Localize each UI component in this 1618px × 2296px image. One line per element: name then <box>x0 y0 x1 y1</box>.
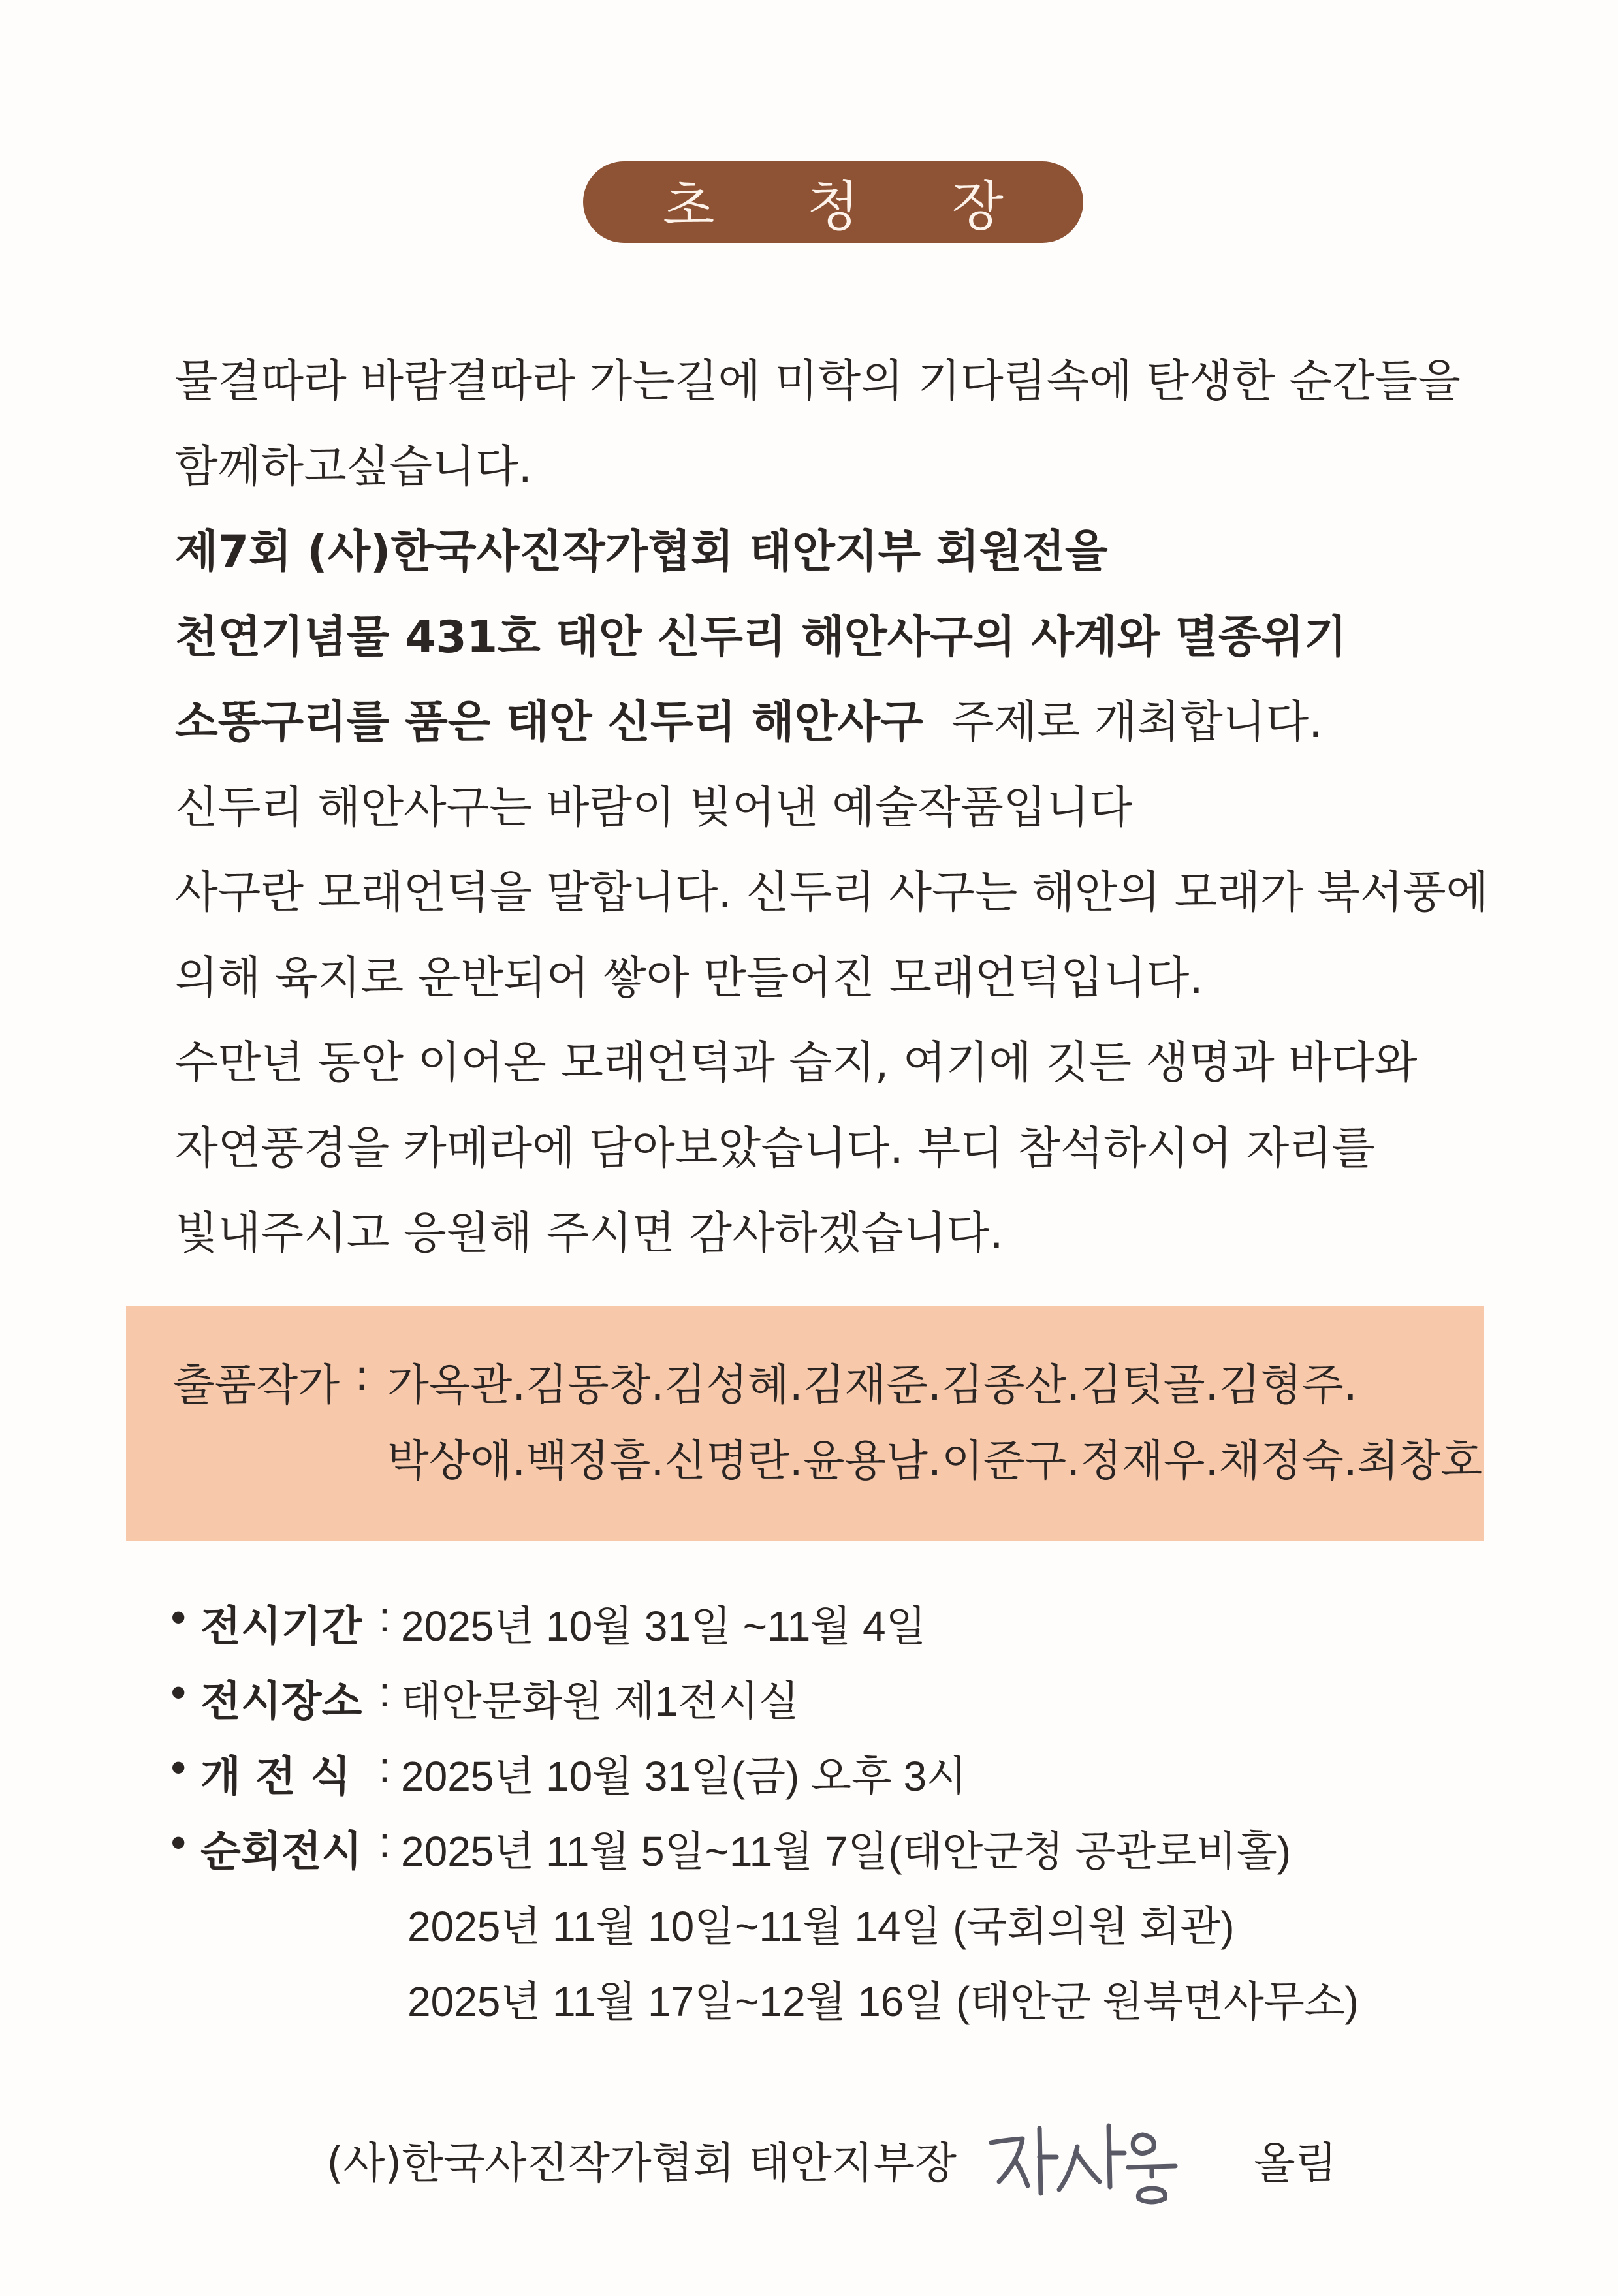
bullet: • <box>171 1819 186 1866</box>
body-line-text: 의해 육지로 운반되어 쌓아 만들어진 모래언덕입니다. <box>175 952 1203 1004</box>
info-row-venue <box>171 1668 1477 1743</box>
invitation-title: 초 청 장 <box>583 161 1083 243</box>
body-line <box>175 425 1546 511</box>
venue-value: 태안문화원 제1전시실 <box>401 1678 799 1725</box>
body-line <box>175 1021 1546 1107</box>
bullet: • <box>171 1594 186 1641</box>
info-row-tour-cont <box>171 1968 1477 2043</box>
footer-org: (사)한국사진작가협회 태안지부장 <box>326 2138 957 2188</box>
body-line <box>175 339 1546 425</box>
body-line-text: 함께하고싶습니다. <box>175 441 533 493</box>
info-row-opening <box>171 1743 1477 1818</box>
body-line-text: 수만년 동안 이어온 모래언덕과 습지, 여기에 깃든 생명과 바다와 <box>175 1037 1418 1089</box>
tour-label: 순회전시 <box>200 1828 362 1876</box>
colon: : <box>379 1594 390 1641</box>
tour-value-2: 2025년 11월 10일~11월 14일 (국회의원 회관) <box>407 1903 1235 1950</box>
artists-box <box>126 1306 1484 1541</box>
colon: : <box>379 1744 390 1791</box>
artists-list-line-1: 가옥관.김동창.김성혜.김재준.김종산.김텃골.김형주. <box>387 1360 1357 1410</box>
exhibition-info <box>171 1593 1477 2043</box>
info-row-period <box>171 1593 1477 1668</box>
body-line-text: 물결따라 바람결따라 가는길에 미학의 기다림속에 탄생한 순간들을 <box>175 356 1461 407</box>
opening-label: 개 전 식 <box>200 1753 351 1801</box>
artists-colon: : <box>355 1350 370 1400</box>
body-line-bold <box>175 595 1546 681</box>
body-line-text-rest: 주제로 개최합니다. <box>923 697 1323 748</box>
opening-value: 2025년 10월 31일(금) 오후 3시 <box>401 1753 967 1800</box>
colon: : <box>379 1819 390 1866</box>
body-line-text: 천연기념물 431호 태안 신두리 해안사구의 사계와 멸종위기 <box>175 611 1347 663</box>
artists-label: 출품작가 <box>173 1360 340 1410</box>
bullet: • <box>171 1669 186 1716</box>
body-line-text: 신두리 해안사구는 바람이 빚어낸 예술작품입니다 <box>175 781 1132 834</box>
body-line <box>175 1191 1546 1277</box>
body-line-text: 자연풍경을 카메라에 담아보았습니다. 부디 참석하시어 자리를 <box>175 1122 1375 1174</box>
body-line <box>175 936 1546 1022</box>
period-value: 2025년 10월 31일 ~11월 4일 <box>401 1603 927 1650</box>
body-line-text: 제7회 (사)한국사진작가협회 태안지부 회원전을 <box>175 526 1108 578</box>
body-line <box>175 1107 1546 1192</box>
invitation-body <box>175 339 1546 1277</box>
body-line-bold <box>175 510 1546 595</box>
venue-label: 전시장소 <box>200 1678 362 1726</box>
info-row-tour <box>171 1818 1477 1893</box>
body-line-mixed <box>175 680 1546 766</box>
body-line-text: 빛내주시고 응원해 주시면 감사하겠습니다. <box>175 1208 1004 1259</box>
body-line <box>175 851 1546 936</box>
body-line-text-bold: 소똥구리를 품은 태안 신두리 해안사구 <box>175 697 923 748</box>
info-row-tour-cont <box>171 1893 1477 1968</box>
bullet: • <box>171 1744 186 1791</box>
footer-closing: 올림 <box>1254 2138 1337 2188</box>
colon: : <box>379 1669 390 1716</box>
period-label: 전시기간 <box>200 1603 362 1651</box>
handwritten-signature <box>979 2109 1201 2207</box>
body-line-text: 사구란 모래언덕을 말합니다. 신두리 사구는 해안의 모래가 북서풍에 <box>175 867 1489 919</box>
tour-value-1: 2025년 11월 5일~11월 7일(태안군청 공관로비홀) <box>401 1828 1292 1875</box>
tour-value-3: 2025년 11월 17일~12월 16일 (태안군 원북면사무소) <box>407 1978 1359 2025</box>
body-line <box>175 766 1546 851</box>
artists-list-line-2: 박상애.백정흠.신명란.윤용남.이준구.정재우.채정숙.최창호 <box>387 1436 1482 1486</box>
